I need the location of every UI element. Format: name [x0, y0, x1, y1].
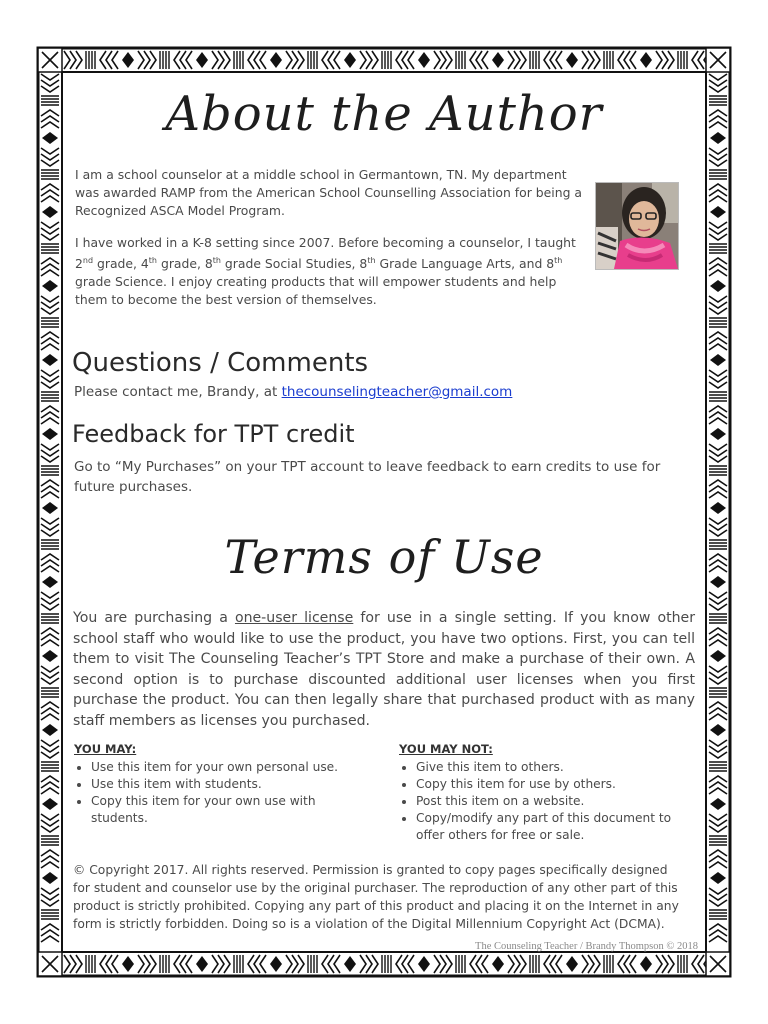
terms-paragraph: You are purchasing a one-user license for use in a single setting. If you know other school staff who would like to use the product, you have two options. First, you can tell them to visit The Counseling Teacher’s TPT Store and make a purchase of their own. A second option is to purchase discounted additional user licenses when you first purchase the product. You can then legally share that purchased product with as many staff members as licenses you purchased. [73, 610, 695, 729]
terms-title: Terms of Use [224, 530, 544, 584]
you-may-not-heading: YOU MAY NOT: [399, 742, 493, 756]
questions-heading: Questions / Comments [72, 348, 369, 378]
list-item: • Use this item with students. [91, 776, 364, 793]
list-item: • Copy/modify any part of this document to offer others for free or sale. [416, 810, 694, 844]
author-photo [595, 182, 679, 270]
about-paragraph-1: I am a school counselor at a middle school in Germantown, TN. My department was awarded RAMP from the American School Counselling Association for being a Recognized ASCA Model Program. [75, 167, 582, 218]
feedback-text: Go to “My Purchases” on your TPT account to leave feedback to earn credits to use for future purchases. [74, 459, 661, 495]
you-may-not-list [399, 759, 694, 844]
list-item: • Post this item on a website. [416, 793, 694, 810]
about-title: About the Author [165, 86, 603, 142]
list-item: • Copy this item for your own use with students. [91, 793, 364, 827]
list-item: • Copy this item for use by others. [416, 776, 694, 793]
contact-prefix: Please contact me, Brandy, at [74, 384, 282, 400]
contact-email-link[interactable]: thecounselingteacher@gmail.com [281, 384, 513, 400]
list-item: • Use this item for your own personal use. [91, 759, 364, 776]
list-item: • Give this item to others. [416, 759, 694, 776]
feedback-heading: Feedback for TPT credit [72, 420, 355, 448]
one-user-license: one-user license [234, 610, 354, 626]
copyright-notice: © Copyright 2017. All rights reserved. Permission is granted to copy pages specifically designed for student and counselor use by the original purchaser. The reproduction of any other part of this product is strictly prohibited. Copying any part of this product and placing it on the Internet in any form is strictly forbidden. Doing so is a violation of the Digital Millennium Copyright Act (DCMA). [73, 863, 679, 931]
footer-credit: The Counseling Teacher / Brandy Thompson © 2018 [475, 941, 698, 952]
contact-line [74, 384, 512, 400]
you-may-list [74, 759, 364, 827]
you-may-heading: YOU MAY: [74, 742, 137, 756]
about-paragraph-2: I have worked in a K-8 setting since 2007. Before becoming a counselor, I taught 2nd grade, 4th grade, 8th grade Social Studies, 8th Grade Language Arts, and 8th grade Science. I enjoy creating products that will empower students and help them to become the best version of themselves. [75, 235, 576, 308]
you-may-not-column [399, 741, 694, 844]
you-may-column [74, 741, 364, 827]
